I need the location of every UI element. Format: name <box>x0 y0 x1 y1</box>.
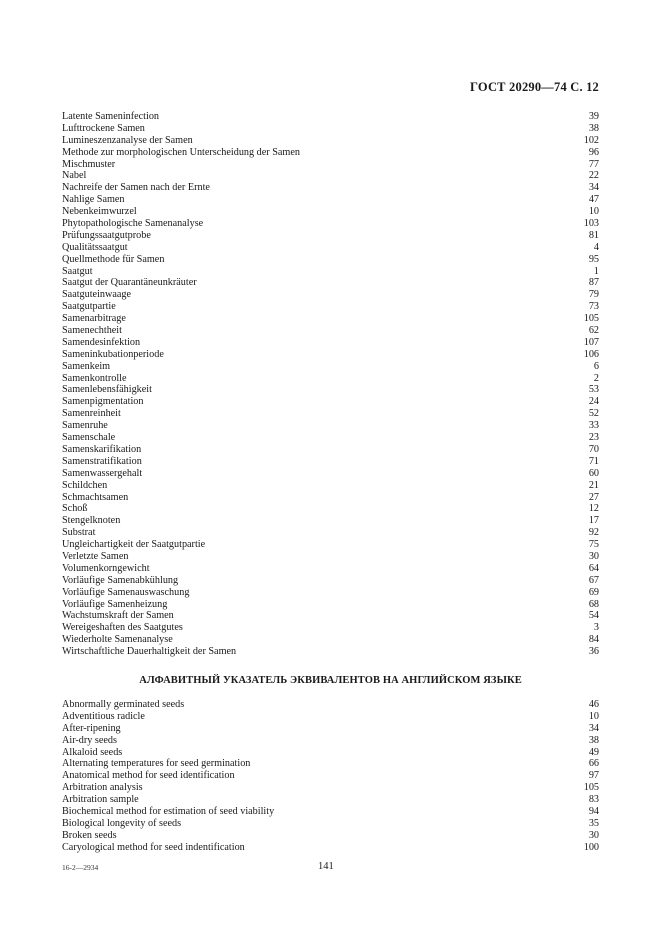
index-page-number: 12 <box>588 503 599 515</box>
index-entry <box>62 610 599 622</box>
english-index-list <box>62 699 599 854</box>
index-term: After-ripening <box>62 722 121 734</box>
index-page-number: 77 <box>588 158 599 170</box>
index-term: Nabel <box>62 170 87 182</box>
index-entry <box>62 301 599 313</box>
index-entry <box>62 527 599 539</box>
index-page-number: 62 <box>588 325 599 337</box>
index-page-number: 39 <box>588 111 599 122</box>
index-term: Samenlebensfähigkeit <box>62 384 152 396</box>
index-entry <box>62 758 599 770</box>
index-term: Saatgutpartie <box>62 301 116 313</box>
index-page-number: 36 <box>588 646 599 658</box>
index-entry <box>62 806 599 818</box>
index-entry <box>62 277 599 289</box>
index-term: Anatomical method for seed identification <box>62 770 235 782</box>
index-term: Samenstratifikation <box>62 455 142 467</box>
index-entry <box>62 842 599 854</box>
index-entry <box>62 337 599 349</box>
index-page-number: 100 <box>583 841 599 853</box>
index-entry <box>62 794 599 806</box>
index-page-number: 64 <box>588 562 599 574</box>
index-entry <box>62 563 599 575</box>
index-term: Biochemical method for estimation of seed viability <box>62 806 275 818</box>
index-entry <box>62 242 599 254</box>
index-entry <box>62 313 599 325</box>
index-page-number: 81 <box>588 229 599 241</box>
index-term: Saatgut der Quarantäneunkräuter <box>62 277 197 289</box>
index-term: Nahlige Samen <box>62 194 125 206</box>
index-entry <box>62 266 599 278</box>
index-term: Nachreife der Samen nach der Ernte <box>62 182 210 194</box>
index-entry <box>62 747 599 759</box>
index-term: Wiederholte Samenanalyse <box>62 634 173 646</box>
index-entry <box>62 396 599 408</box>
index-entry <box>62 432 599 444</box>
index-term: Substrat <box>62 527 96 539</box>
footer-page-number: 141 <box>318 861 334 872</box>
index-entry <box>62 159 599 171</box>
index-page-number: 17 <box>588 515 599 527</box>
index-entry <box>62 634 599 646</box>
index-term: Wereigeshaften des Saatgutes <box>62 622 183 634</box>
index-term: Mischmuster <box>62 158 116 170</box>
index-term: Latente Sameninfection <box>62 111 160 122</box>
index-page-number: 34 <box>588 182 599 194</box>
index-entry <box>62 646 599 658</box>
index-page-number: 54 <box>588 610 599 622</box>
index-page-number: 103 <box>583 218 599 230</box>
index-term: Samenechtheit <box>62 325 122 337</box>
index-page-number: 102 <box>583 134 599 146</box>
index-entry <box>62 622 599 634</box>
index-term: Samenarbitrage <box>62 313 126 325</box>
index-entry <box>62 539 599 551</box>
index-entry <box>62 325 599 337</box>
index-term: Sameninkubationperiode <box>62 348 164 360</box>
index-page-number: 79 <box>588 289 599 301</box>
index-term: Methode zur morphologischen Unterscheidung der Samen <box>62 146 300 158</box>
index-entry <box>62 373 599 385</box>
index-entry <box>62 361 599 373</box>
section-title: АЛФАВИТНЫЙ УКАЗАТЕЛЬ ЭКВИВАЛЕНТОВ НА АНГЛИЙСКОМ ЯЗЫКЕ <box>139 675 522 686</box>
index-page-number: 3 <box>593 622 599 634</box>
index-entry <box>62 575 599 587</box>
index-term: Nebenkeimwurzel <box>62 206 137 218</box>
index-term: Adventitious radicle <box>62 710 145 722</box>
index-term: Schmachtsamen <box>62 491 129 503</box>
index-entry <box>62 147 599 159</box>
index-entry <box>62 723 599 735</box>
index-term: Saatgut <box>62 265 93 277</box>
index-page-number: 46 <box>588 699 599 710</box>
index-entry <box>62 503 599 515</box>
index-term: Air-dry seeds <box>62 734 117 746</box>
index-page-number: 52 <box>588 408 599 420</box>
index-page-number: 66 <box>588 758 599 770</box>
index-page-number: 47 <box>588 194 599 206</box>
index-term: Vorläufige Samenauswaschung <box>62 586 190 598</box>
index-entry <box>62 408 599 420</box>
index-page-number: 6 <box>593 360 599 372</box>
index-page-number: 24 <box>588 396 599 408</box>
index-term: Qualitätssaatgut <box>62 241 128 253</box>
index-page-number: 4 <box>593 241 599 253</box>
index-term: Samendesinfektion <box>62 336 141 348</box>
index-term: Vorläufige Samenabkühlung <box>62 574 179 586</box>
index-entry <box>62 230 599 242</box>
index-page-number: 10 <box>588 710 599 722</box>
index-page-number: 84 <box>588 634 599 646</box>
index-entry <box>62 289 599 301</box>
page-header-title: ГОСТ 20290—74 С. 12 <box>470 80 599 94</box>
index-page-number: 107 <box>583 336 599 348</box>
index-entry <box>62 468 599 480</box>
index-page-number: 94 <box>588 806 599 818</box>
index-entry <box>62 770 599 782</box>
index-entry <box>62 170 599 182</box>
index-entry <box>62 444 599 456</box>
index-entry <box>62 830 599 842</box>
index-page-number: 21 <box>588 479 599 491</box>
index-entry <box>62 515 599 527</box>
index-term: Wirtschaftliche Dauerhaltigkeit der Samen <box>62 646 237 658</box>
index-page-number: 67 <box>588 574 599 586</box>
index-term: Volumenkorngewicht <box>62 562 150 574</box>
index-term: Arbitration analysis <box>62 782 143 794</box>
index-term: Abnormally germinated seeds <box>62 699 185 710</box>
index-term: Quellmethode für Samen <box>62 253 165 265</box>
index-term: Prüfungssaatgutprobe <box>62 229 151 241</box>
index-page-number: 35 <box>588 817 599 829</box>
index-page-number: 105 <box>583 782 599 794</box>
index-term: Ungleichartigkeit der Saatgutpartie <box>62 539 206 551</box>
index-entry <box>62 194 599 206</box>
index-term: Samenreinheit <box>62 408 121 420</box>
index-term: Arbitration sample <box>62 794 139 806</box>
index-term: Samenpigmentation <box>62 396 144 408</box>
index-entry <box>62 492 599 504</box>
index-term: Lufttrockene Samen <box>62 122 145 134</box>
index-entry <box>62 480 599 492</box>
index-term: Schildchen <box>62 479 108 491</box>
index-entry <box>62 206 599 218</box>
index-page-number: 30 <box>588 829 599 841</box>
index-page-number: 60 <box>588 467 599 479</box>
index-term: Alkaloid seeds <box>62 746 123 758</box>
index-term: Samenwassergehalt <box>62 467 143 479</box>
index-term: Verletzte Samen <box>62 550 129 562</box>
index-entry <box>62 218 599 230</box>
index-term: Schoß <box>62 503 88 515</box>
index-page-number: 68 <box>588 598 599 610</box>
index-term: Vorläufige Samenheizung <box>62 598 168 610</box>
index-page-number: 92 <box>588 527 599 539</box>
index-entry <box>62 711 599 723</box>
index-page-number: 53 <box>588 384 599 396</box>
index-term: Wachstumskraft der Samen <box>62 610 174 622</box>
index-page-number: 97 <box>588 770 599 782</box>
index-page-number: 38 <box>588 734 599 746</box>
index-term: Broken seeds <box>62 829 117 841</box>
index-term: Biological longevity of seeds <box>62 817 182 829</box>
index-term: Samenkeim <box>62 360 111 372</box>
index-entry <box>62 123 599 135</box>
index-page-number: 10 <box>588 206 599 218</box>
index-term: Samenschale <box>62 432 116 444</box>
index-page-number: 27 <box>588 491 599 503</box>
index-page-number: 49 <box>588 746 599 758</box>
index-entry <box>62 587 599 599</box>
index-term: Samenskarifikation <box>62 443 142 455</box>
index-entry <box>62 551 599 563</box>
index-term: Samenkontrolle <box>62 372 127 384</box>
index-page-number: 33 <box>588 420 599 432</box>
index-entry <box>62 135 599 147</box>
index-entry <box>62 699 599 711</box>
index-entry <box>62 599 599 611</box>
index-term: Caryological method for seed indentification <box>62 841 245 853</box>
index-page-number: 87 <box>588 277 599 289</box>
index-page-number: 69 <box>588 586 599 598</box>
index-term: Saatguteinwaage <box>62 289 132 301</box>
index-entry <box>62 111 599 123</box>
index-page-number: 95 <box>588 253 599 265</box>
index-term: Samenruhe <box>62 420 108 432</box>
index-entry <box>62 818 599 830</box>
index-page-number: 2 <box>593 372 599 384</box>
index-entry <box>62 384 599 396</box>
index-term: Phytopathologische Samenanalyse <box>62 218 204 230</box>
index-term: Stengelknoten <box>62 515 121 527</box>
index-page-number: 75 <box>588 539 599 551</box>
index-page-number: 30 <box>588 550 599 562</box>
index-page-number: 70 <box>588 443 599 455</box>
index-page-number: 34 <box>588 722 599 734</box>
index-entry <box>62 254 599 266</box>
index-entry <box>62 735 599 747</box>
index-entry <box>62 182 599 194</box>
index-page-number: 71 <box>588 455 599 467</box>
index-page-number: 23 <box>588 432 599 444</box>
index-page-number: 96 <box>588 146 599 158</box>
index-page-number: 83 <box>588 794 599 806</box>
index-entry <box>62 782 599 794</box>
index-entry <box>62 349 599 361</box>
footer-print-code: 16-2—2934 <box>62 863 99 872</box>
index-term: Alternating temperatures for seed germination <box>62 758 251 770</box>
german-index-list <box>62 111 599 658</box>
index-page-number: 1 <box>593 265 599 277</box>
index-page-number: 22 <box>588 170 599 182</box>
index-page-number: 38 <box>588 122 599 134</box>
index-page-number: 73 <box>588 301 599 313</box>
index-page-number: 106 <box>583 348 599 360</box>
index-entry <box>62 456 599 468</box>
index-term: Lumineszenzanalyse der Samen <box>62 134 193 146</box>
index-entry <box>62 420 599 432</box>
index-page-number: 105 <box>583 313 599 325</box>
